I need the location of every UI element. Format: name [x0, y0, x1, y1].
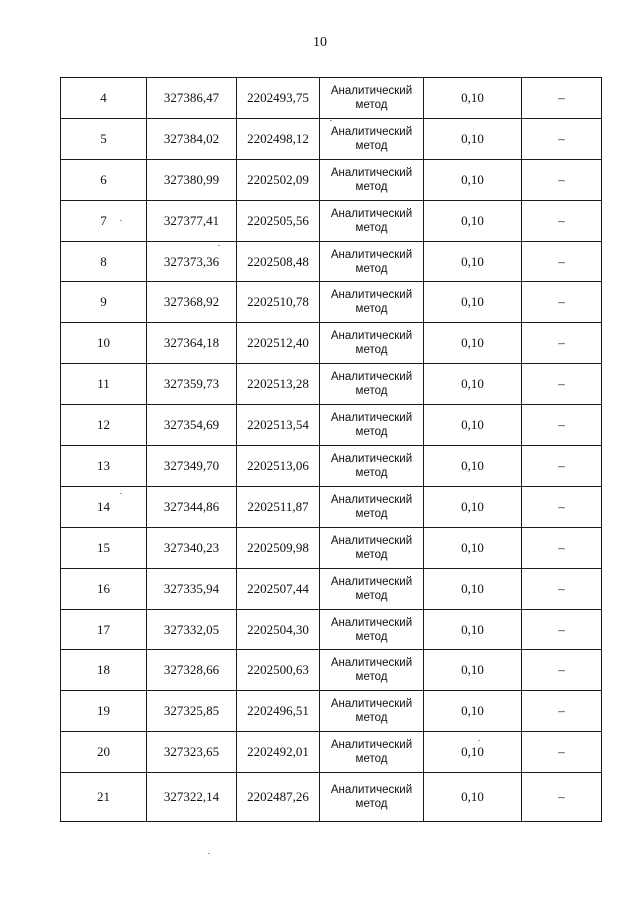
mark-cell: – — [522, 691, 602, 732]
y-coordinate-cell: 2202505,56 — [237, 200, 320, 241]
precision-cell: 0,10 — [424, 446, 522, 487]
mark-cell: – — [522, 323, 602, 364]
point-number-cell: 13 — [61, 446, 147, 487]
point-number-cell: 10 — [61, 323, 147, 364]
y-coordinate-cell: 2202504,30 — [237, 609, 320, 650]
point-number-cell: 15 — [61, 527, 147, 568]
method-line-2: метод — [355, 303, 388, 316]
mark-cell: – — [522, 159, 602, 200]
method-cell — [320, 446, 424, 487]
method-line-2: метод — [355, 98, 388, 111]
method-cell — [320, 486, 424, 527]
method-line-1: Аналитический — [330, 248, 413, 261]
table-row — [61, 159, 602, 200]
table-row — [61, 118, 602, 159]
mark-cell: – — [522, 241, 602, 282]
y-coordinate-cell: 2202500,63 — [237, 650, 320, 691]
point-number-cell: 9 — [61, 282, 147, 323]
x-coordinate-cell: 327340,23 — [147, 527, 237, 568]
precision-cell: 0,10 — [424, 650, 522, 691]
x-coordinate-cell: 327359,73 — [147, 364, 237, 405]
mark-cell: – — [522, 486, 602, 527]
precision-cell: 0,10 — [424, 609, 522, 650]
method-line-1: Аналитический — [330, 575, 413, 588]
point-number-cell: 11 — [61, 364, 147, 405]
x-coordinate-cell: 327380,99 — [147, 159, 237, 200]
method-line-2: метод — [355, 589, 388, 602]
method-cell — [320, 78, 424, 119]
precision-cell: 0,10 — [424, 364, 522, 405]
x-coordinate-cell: 327332,05 — [147, 609, 237, 650]
table-row — [61, 773, 602, 822]
precision-cell: 0,10 — [424, 78, 522, 119]
method-line-2: метод — [355, 753, 388, 766]
table-row — [61, 527, 602, 568]
method-line-2: метод — [355, 671, 388, 684]
method-cell — [320, 364, 424, 405]
point-number-cell: 6 — [61, 159, 147, 200]
x-coordinate-cell: 327373,36 — [147, 241, 237, 282]
mark-cell: – — [522, 527, 602, 568]
y-coordinate-cell: 2202502,09 — [237, 159, 320, 200]
precision-cell: 0,10 — [424, 118, 522, 159]
y-coordinate-cell: 2202512,40 — [237, 323, 320, 364]
table-row — [61, 650, 602, 691]
coordinates-table-body — [61, 78, 602, 822]
method-line-2: метод — [355, 630, 388, 643]
precision-cell: 0,10 — [424, 527, 522, 568]
table-row — [61, 282, 602, 323]
precision-cell: 0,10 — [424, 405, 522, 446]
scan-speck — [330, 120, 332, 121]
x-coordinate-cell: 327323,65 — [147, 732, 237, 773]
precision-cell: 0,10 — [424, 200, 522, 241]
method-line-1: Аналитический — [330, 493, 413, 506]
precision-cell: 0,10 — [424, 568, 522, 609]
method-cell — [320, 568, 424, 609]
mark-cell: – — [522, 773, 602, 822]
x-coordinate-cell: 327344,86 — [147, 486, 237, 527]
point-number-cell: 21 — [61, 773, 147, 822]
method-cell — [320, 282, 424, 323]
y-coordinate-cell: 2202511,87 — [237, 486, 320, 527]
x-coordinate-cell: 327328,66 — [147, 650, 237, 691]
mark-cell: – — [522, 568, 602, 609]
mark-cell: – — [522, 78, 602, 119]
y-coordinate-cell: 2202492,01 — [237, 732, 320, 773]
table-row — [61, 732, 602, 773]
precision-cell: 0,10 — [424, 486, 522, 527]
x-coordinate-cell: 327325,85 — [147, 691, 237, 732]
point-number-cell: 5 — [61, 118, 147, 159]
x-coordinate-cell: 327377,41 — [147, 200, 237, 241]
x-coordinate-cell: 327364,18 — [147, 323, 237, 364]
method-line-1: Аналитический — [330, 371, 413, 384]
mark-cell: – — [522, 364, 602, 405]
precision-cell: 0,10 — [424, 691, 522, 732]
x-coordinate-cell: 327386,47 — [147, 78, 237, 119]
y-coordinate-cell: 2202498,12 — [237, 118, 320, 159]
point-number-cell: 18 — [61, 650, 147, 691]
table-row — [61, 405, 602, 446]
method-line-1: Аналитический — [330, 412, 413, 425]
table-row — [61, 364, 602, 405]
method-cell — [320, 118, 424, 159]
table-row — [61, 241, 602, 282]
point-number-cell: 20 — [61, 732, 147, 773]
mark-cell: – — [522, 446, 602, 487]
method-line-1: Аналитический — [330, 784, 413, 797]
point-number-cell: 8 — [61, 241, 147, 282]
point-number-cell: 17 — [61, 609, 147, 650]
y-coordinate-cell: 2202513,28 — [237, 364, 320, 405]
method-line-2: метод — [355, 344, 388, 357]
y-coordinate-cell: 2202487,26 — [237, 773, 320, 822]
table-row — [61, 200, 602, 241]
x-coordinate-cell: 327322,14 — [147, 773, 237, 822]
method-line-1: Аналитический — [330, 207, 413, 220]
method-line-1: Аналитический — [330, 84, 413, 97]
method-cell — [320, 323, 424, 364]
x-coordinate-cell: 327349,70 — [147, 446, 237, 487]
method-cell — [320, 241, 424, 282]
method-line-2: метод — [355, 385, 388, 398]
method-line-2: метод — [355, 548, 388, 561]
mark-cell: – — [522, 118, 602, 159]
method-line-1: Аналитический — [330, 166, 413, 179]
scan-speck — [208, 853, 210, 854]
table-row — [61, 691, 602, 732]
method-line-2: метод — [355, 221, 388, 234]
method-line-2: метод — [355, 798, 388, 811]
method-cell — [320, 200, 424, 241]
table-row — [61, 568, 602, 609]
precision-cell: 0,10 — [424, 241, 522, 282]
method-line-1: Аналитический — [330, 739, 413, 752]
y-coordinate-cell: 2202510,78 — [237, 282, 320, 323]
method-line-1: Аналитический — [330, 616, 413, 629]
table-row — [61, 78, 602, 119]
method-line-1: Аналитический — [330, 125, 413, 138]
y-coordinate-cell: 2202509,98 — [237, 527, 320, 568]
mark-cell: – — [522, 282, 602, 323]
x-coordinate-cell: 327335,94 — [147, 568, 237, 609]
mark-cell: – — [522, 405, 602, 446]
scan-speck — [218, 245, 220, 246]
x-coordinate-cell: 327368,92 — [147, 282, 237, 323]
method-line-1: Аналитический — [330, 657, 413, 670]
point-number-cell: 7 — [61, 200, 147, 241]
method-line-1: Аналитический — [330, 534, 413, 547]
page-number: 10 — [313, 35, 327, 50]
method-line-1: Аналитический — [330, 452, 413, 465]
precision-cell: 0,10 — [424, 732, 522, 773]
method-line-2: метод — [355, 507, 388, 520]
mark-cell: – — [522, 732, 602, 773]
method-cell — [320, 159, 424, 200]
table-row — [61, 486, 602, 527]
point-number-cell: 16 — [61, 568, 147, 609]
method-cell — [320, 609, 424, 650]
y-coordinate-cell: 2202507,44 — [237, 568, 320, 609]
point-number-cell: 14 — [61, 486, 147, 527]
table-row — [61, 323, 602, 364]
method-cell — [320, 732, 424, 773]
scan-speck — [478, 740, 480, 741]
x-coordinate-cell: 327354,69 — [147, 405, 237, 446]
coordinates-table — [60, 77, 602, 822]
y-coordinate-cell: 2202493,75 — [237, 78, 320, 119]
mark-cell: – — [522, 200, 602, 241]
method-line-2: метод — [355, 139, 388, 152]
precision-cell: 0,10 — [424, 323, 522, 364]
y-coordinate-cell: 2202513,06 — [237, 446, 320, 487]
method-cell — [320, 405, 424, 446]
method-line-2: метод — [355, 262, 388, 275]
precision-cell: 0,10 — [424, 159, 522, 200]
method-line-2: метод — [355, 466, 388, 479]
method-line-2: метод — [355, 712, 388, 725]
method-cell — [320, 650, 424, 691]
precision-cell: 0,10 — [424, 282, 522, 323]
y-coordinate-cell: 2202513,54 — [237, 405, 320, 446]
scan-speck — [120, 493, 122, 494]
point-number-cell: 12 — [61, 405, 147, 446]
method-cell — [320, 691, 424, 732]
table-row — [61, 446, 602, 487]
mark-cell: – — [522, 609, 602, 650]
table-row — [61, 609, 602, 650]
y-coordinate-cell: 2202508,48 — [237, 241, 320, 282]
x-coordinate-cell: 327384,02 — [147, 118, 237, 159]
method-line-1: Аналитический — [330, 698, 413, 711]
method-line-2: метод — [355, 426, 388, 439]
method-line-1: Аналитический — [330, 289, 413, 302]
scan-speck — [120, 220, 122, 221]
method-cell — [320, 773, 424, 822]
precision-cell: 0,10 — [424, 773, 522, 822]
method-cell — [320, 527, 424, 568]
method-line-2: метод — [355, 180, 388, 193]
point-number-cell: 19 — [61, 691, 147, 732]
y-coordinate-cell: 2202496,51 — [237, 691, 320, 732]
method-line-1: Аналитический — [330, 330, 413, 343]
mark-cell: – — [522, 650, 602, 691]
point-number-cell: 4 — [61, 78, 147, 119]
